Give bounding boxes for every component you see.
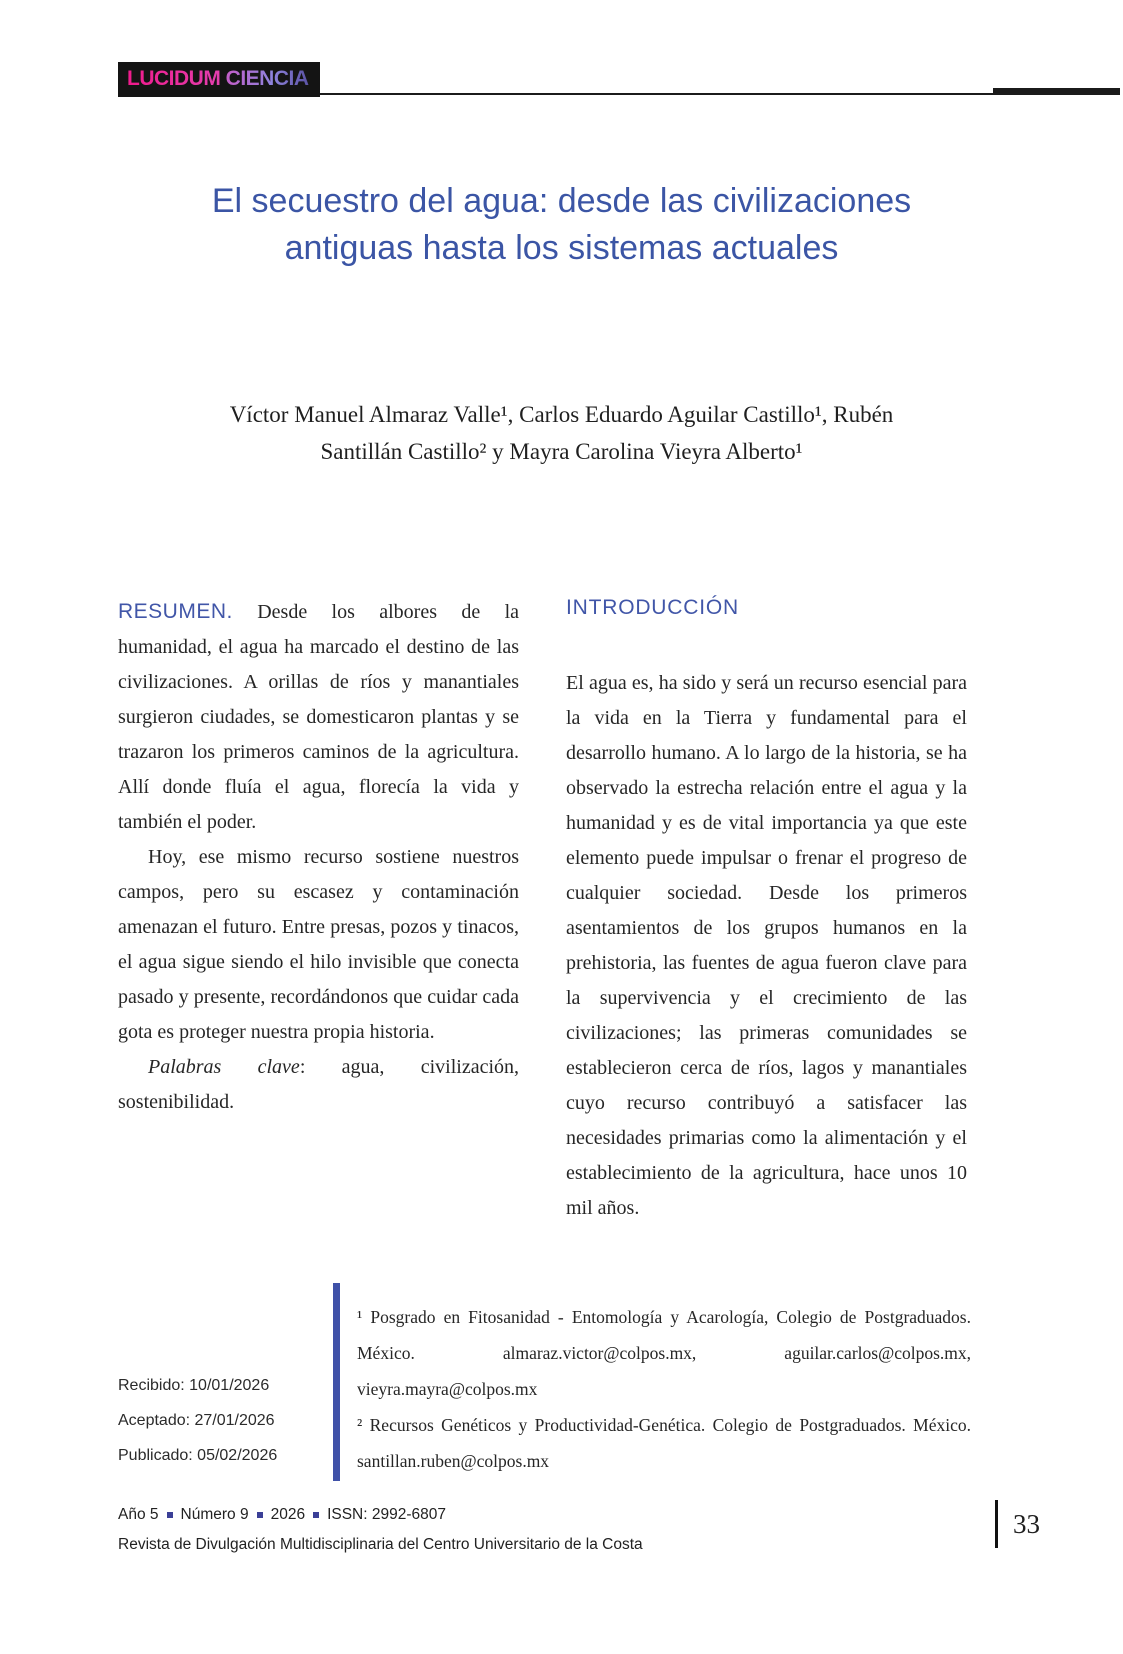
issue-date: 2026	[270, 1506, 306, 1523]
introduction-paragraph-1: El agua es, ha sido y será un recurso esencial para la vida en la Tierra y fundamental para el desarrollo humano. A lo largo de la historia, se ha observado la estrecha relación entre el agua y la humanidad y es de vital importancia ya que este elemento puede impulsar o frenar el progreso de cualquier sociedad. Desde los primeros asentamientos de los grupos humanos en la prehistoria, las fuentes de agua fueron clave para la supervivencia y el crecimiento de las civilizaciones; las primeras comunidades se establecieron cerca de ríos, lagos y manantiales cuyo recurso contribuyó a satisfacer las necesidades primarias como la alimentación y el establecimiento de la agricultura, hace unos 10 mil años.	[566, 672, 967, 1219]
issue-meta-line	[118, 1506, 898, 1524]
footnotes-block	[118, 1283, 971, 1481]
footnote-divider-bar	[333, 1283, 340, 1481]
keywords-label: Palabras clave	[148, 1056, 300, 1078]
logo-word-ciencia: CIENCIA	[225, 67, 309, 90]
footnote-1: ¹ Posgrado en Fitosanidad - Entomología y Acarología, Colegio de Postgraduados. México. almaraz.victor@colpos.mx, aguilar.carlos@colpos.mx, vieyra.mayra@colpos.mx	[357, 1307, 971, 1399]
keywords-line	[118, 1050, 519, 1120]
issn: ISSN: 2992-6807	[327, 1506, 446, 1523]
separator-square-icon	[257, 1512, 263, 1518]
page-number: 33	[1013, 1508, 1040, 1539]
issue-year: Año 5	[118, 1506, 159, 1523]
resumen-heading: RESUMEN.	[118, 600, 233, 623]
article-body	[118, 594, 967, 1226]
authors-line: Víctor Manuel Almaraz Valle¹, Carlos Eduardo Aguilar Castillo¹, Rubén Santillán Castillo² y Mayra Carolina Vieyra Alberto¹	[229, 402, 894, 464]
introduction-heading: INTRODUCCIÓN	[566, 596, 739, 619]
keywords-text: : agua, civilización, sostenibilidad.	[118, 1056, 520, 1113]
manuscript-dates	[118, 1283, 333, 1481]
masthead-rule-thick	[993, 88, 1120, 94]
abstract-paragraph-2: Hoy, ese mismo recurso sostiene nuestros campos, pero su escasez y contaminación amenazan el futuro. Entre presas, pozos y tinacos, el agua sigue siendo el hilo invisible que conecta pasado y presente, recordándonos que cuidar cada gota es proteger nuestra propia historia.	[118, 846, 519, 1043]
published-date: Publicado: 05/02/2026	[118, 1447, 278, 1464]
page-number-block	[995, 1500, 1040, 1548]
page-footer	[118, 1506, 898, 1554]
separator-square-icon	[167, 1512, 173, 1518]
affiliation-footnotes	[340, 1283, 971, 1481]
accepted-date: Aceptado: 27/01/2026	[118, 1412, 275, 1429]
abstract-paragraph-1-text: Desde los albores de la humanidad, el agua ha marcado el destino de las civilizaciones. A orillas de ríos y manantiales surgieron ciudades, se domesticaron plantas y se trazaron los primeros caminos de la agricultura. Allí donde fluía el agua, florecía la vida y también el poder.	[118, 601, 520, 833]
separator-square-icon	[313, 1512, 319, 1518]
abstract-section	[118, 594, 519, 1226]
masthead	[118, 62, 1123, 102]
journal-name: Revista de Divulgación Multidisciplinaria del Centro Universitario de la Costa	[118, 1536, 643, 1553]
issue-number: Número 9	[180, 1506, 249, 1523]
logo-word-lucidum: LUCIDUM	[127, 67, 221, 90]
article-title: El secuestro del agua: desde las civilizaciones antiguas hasta los sistemas actuales	[211, 182, 912, 267]
received-date: Recibido: 10/01/2026	[118, 1377, 270, 1394]
abstract-paragraph-1	[118, 594, 519, 840]
journal-logo	[118, 62, 320, 97]
introduction-section	[566, 594, 967, 1226]
footnote-2: ² Recursos Genéticos y Productividad-Genética. Colegio de Postgraduados. México. santillan.ruben@colpos.mx	[357, 1415, 971, 1471]
page-number-divider	[995, 1500, 998, 1548]
